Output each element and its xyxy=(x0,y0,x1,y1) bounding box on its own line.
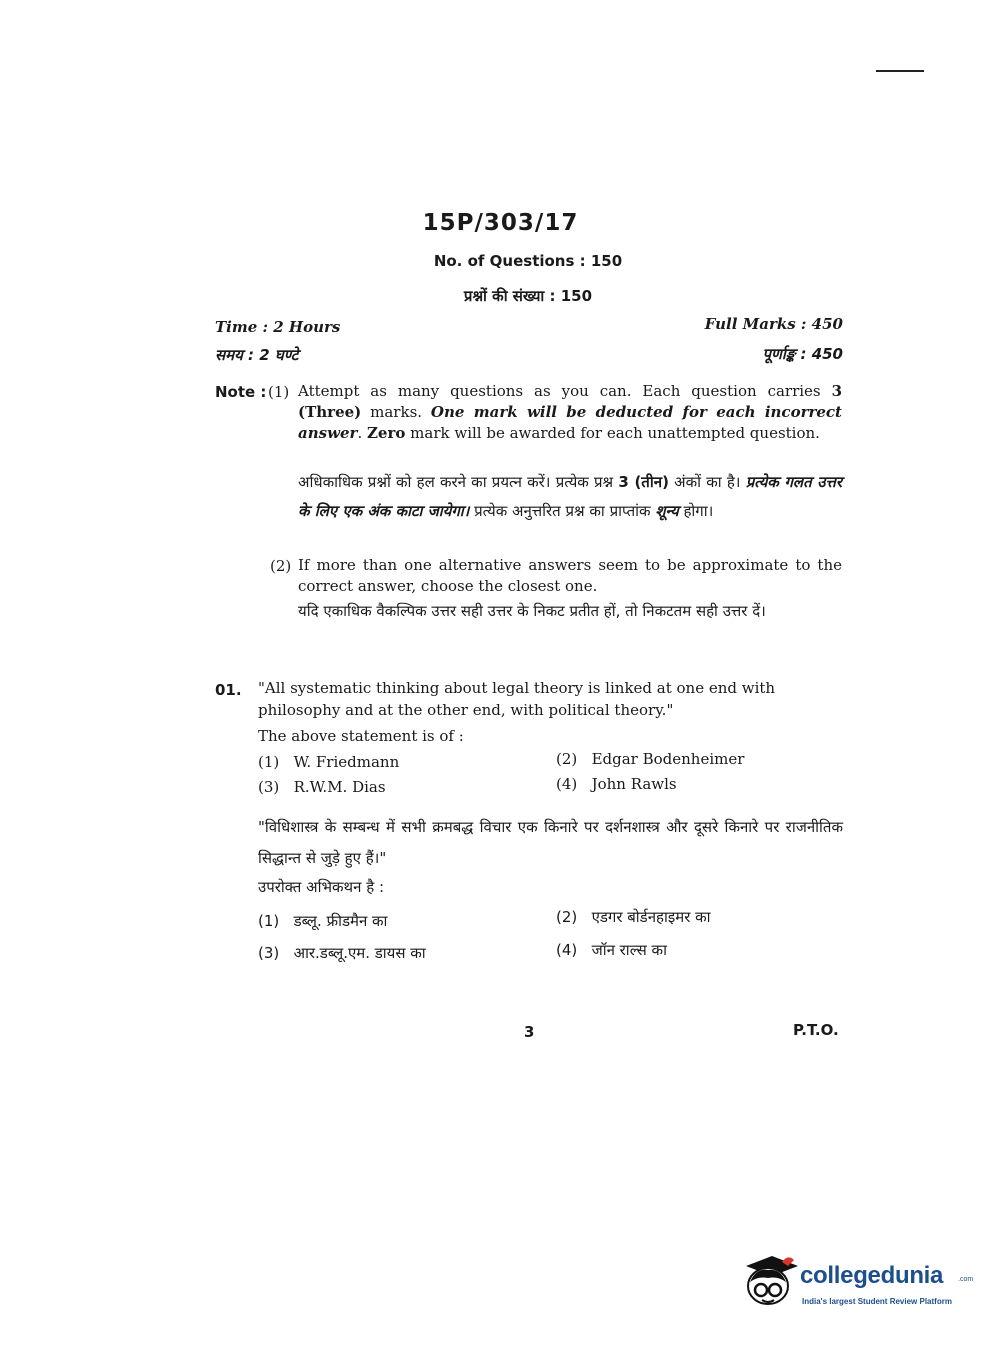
option-en-4[interactable]: (4) John Rawls xyxy=(556,775,677,793)
brand-name: collegedunia xyxy=(800,1262,944,1289)
question-prompt-hi: उपरोक्त अभिकथन है : xyxy=(258,878,384,896)
question-text-en: "All systematic thinking about legal theory is linked at one end with philosophy and at the other end, with political theory." xyxy=(258,679,776,719)
question-number: 01. xyxy=(215,681,242,699)
note-item2-hi: यदि एकाधिक वैकल्पिक उत्तर सही उत्तर के निकट प्रतीत हों, तो निकटतम सही उत्तर दें। xyxy=(298,602,766,620)
question-text-hi: "विधिशास्त्र के सम्बन्ध में सभी क्रमबद्ध विचार एक किनारे पर दर्शनशास्त्र और दूसरे किनारे पर राजनीतिक सिद्धान्त से जुड़े हुए हैं।" xyxy=(258,818,843,867)
note-item1-hi: अधिकाधिक प्रश्नों को हल करने का प्रयत्न करें। प्रत्येक प्रश्न 3 (तीन) अंकों का है। प्रत्येक गलत उत्तर के लिए एक अंक काटा जायेगा। प्रत्येक अनुत्तरित प्रश्न का प्राप्तांक शून्य होगा। xyxy=(298,473,842,520)
time-en: Time : 2 Hours xyxy=(215,318,341,336)
note-item1-en: Attempt as many questions as you can. Each question carries 3 (Three) marks. One mark will be deducted for each incorrect answer. Zero mark will be awarded for each unattempted question. xyxy=(298,382,842,442)
mascot-icon xyxy=(742,1248,800,1312)
option-hi-3[interactable]: (3) आर.डब्लू.एम. डायस का xyxy=(258,944,426,962)
time-hi: समय : 2 घण्टे xyxy=(215,346,299,364)
note-item2-number: (2) xyxy=(270,557,292,575)
option-hi-2[interactable]: (2) एडगर बोर्डनहाइमर का xyxy=(556,908,711,926)
note-label: Note : xyxy=(215,383,267,401)
full-marks-en: Full Marks : 450 xyxy=(704,315,843,333)
question-prompt-en: The above statement is of : xyxy=(258,727,464,745)
num-questions-hi: प्रश्नों की संख्या : 150 xyxy=(463,287,593,305)
pto-label: P.T.O. xyxy=(793,1021,839,1039)
option-en-1[interactable]: (1) W. Friedmann xyxy=(258,753,400,771)
brand-domain: .com xyxy=(958,1276,974,1283)
paper-code: 15P/303/17 xyxy=(422,210,579,236)
brand-tagline: India's largest Student Review Platform xyxy=(802,1297,952,1306)
option-hi-1[interactable]: (1) डब्लू. फ्रीडमैन का xyxy=(258,912,388,930)
num-questions-en: No. of Questions : 150 xyxy=(433,252,623,270)
option-hi-4[interactable]: (4) जॉन राल्स का xyxy=(556,941,667,959)
option-en-2[interactable]: (2) Edgar Bodenheimer xyxy=(556,750,745,768)
corner-mark xyxy=(876,70,924,72)
full-marks-hi: पूर्णाङ्क : 450 xyxy=(762,345,843,363)
page-number: 3 xyxy=(524,1023,535,1041)
note-item1-number: (1) xyxy=(268,383,290,401)
option-en-3[interactable]: (3) R.W.M. Dias xyxy=(258,778,386,796)
note-item2-en: If more than one alternative answers seem to be approximate to the correct answer, choose the closest one. xyxy=(298,556,842,595)
